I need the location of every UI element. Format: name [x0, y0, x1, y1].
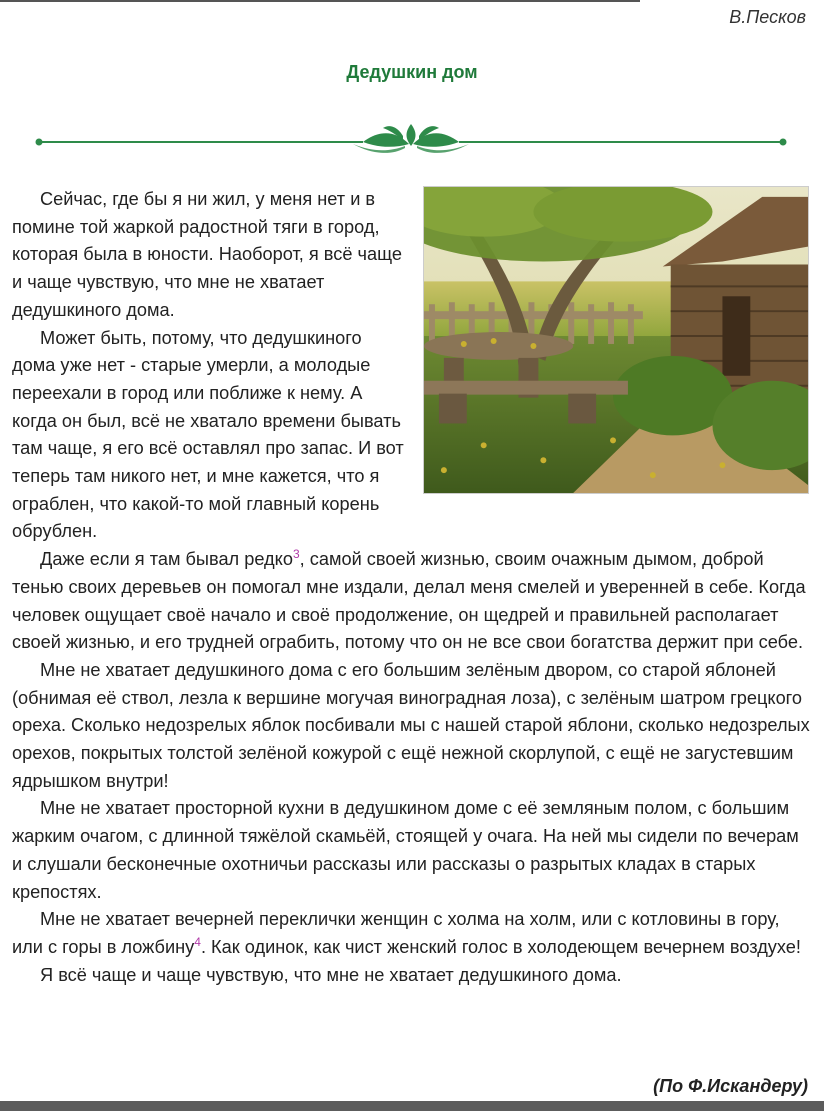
paragraph-5: Мне не хватает просторной кухни в дедушкином доме с её земляным полом, с большим жарким очагом, с длинной тяжёлой скамьёй, стоящей у очага. На ней мы сидели по вечерам и слушали бесконечные охотничьи рассказы или рассказы о разрытых кладах в старых крепостях.: [12, 798, 799, 902]
paragraph-2: Может быть, потому, что дедушкиного дома уже нет - старые умерли, а молодые переехали в город или поближе к нему. А когда он был, всё не хватало времени бывать там чаще, я его всё оставлял про запас. И вот теперь там никого нет, и мне кажется, что я ограблен, что какой-то мой главный корень обрублен.: [12, 327, 404, 542]
article-body: [12, 186, 812, 989]
paragraph-3-end: , самой своей жизнью, своим очажным дымом, доброй тенью своих деревьев он помогал мне издали, делал меня смелей и уверенней в себе. Когда человек ощущает своё начало и своё продолжение, он щедрей и правильней располагает своей жизнью, и его трудней ограбить, потому что он не все свои богатства держит при себе.: [12, 549, 806, 653]
source-credit: (По Ф.Искандеру): [653, 1076, 808, 1096]
paragraph-3-start: Даже если я там бывал редко: [40, 549, 293, 570]
article-title: Дедушкин дом: [346, 62, 478, 82]
footnote-3-link[interactable]: 3: [292, 547, 300, 562]
bottom-bar: [0, 1101, 824, 1111]
paragraph-3: [12, 546, 812, 657]
epigraph-author: В.Песков: [729, 7, 806, 27]
top-rule: [0, 0, 640, 2]
paragraph-1: Сейчас, где бы я ни жил, у меня нет и в помине той жаркой радостной тяги в город, которая была в юности. Наоборот, я всё чаще и чаще чувствую, что мне не хватает дедушкиного дома.: [12, 189, 402, 320]
paragraph-6-start: Мне не хватает вечерней переклички женщин с холма на холм, или с котловины в гору, или с горы в ложбину: [12, 909, 780, 957]
footnote-4-link[interactable]: 4: [194, 934, 201, 949]
leaf-ornament-icon: [33, 120, 789, 156]
paragraph-7: Я всё чаще и чаще чувствую, что мне не хватает дедушкиного дома.: [40, 964, 622, 985]
paragraph-6-end: . Как одинок, как чист женский голос в холодеющем вечернем воздухе!: [200, 936, 801, 957]
paragraph-4: Мне не хватает дедушкиного дома с его большим зелёным двором, со старой яблоней (обнимая её ствол, лезла к вершине могучая виноградная лоза), с зелёным шатром грецкого ореха. Сколько недозрелых яблок посбивали мы с нашей старой яблони, сколько недозрелых орехов, покрытых толстой зелёной кожурой с ещё нежной скорлупой, с ещё не загустевшим ядрышком внутри!: [12, 659, 810, 791]
paragraph-6: [12, 906, 812, 961]
village-yard-illustration: [423, 186, 809, 494]
